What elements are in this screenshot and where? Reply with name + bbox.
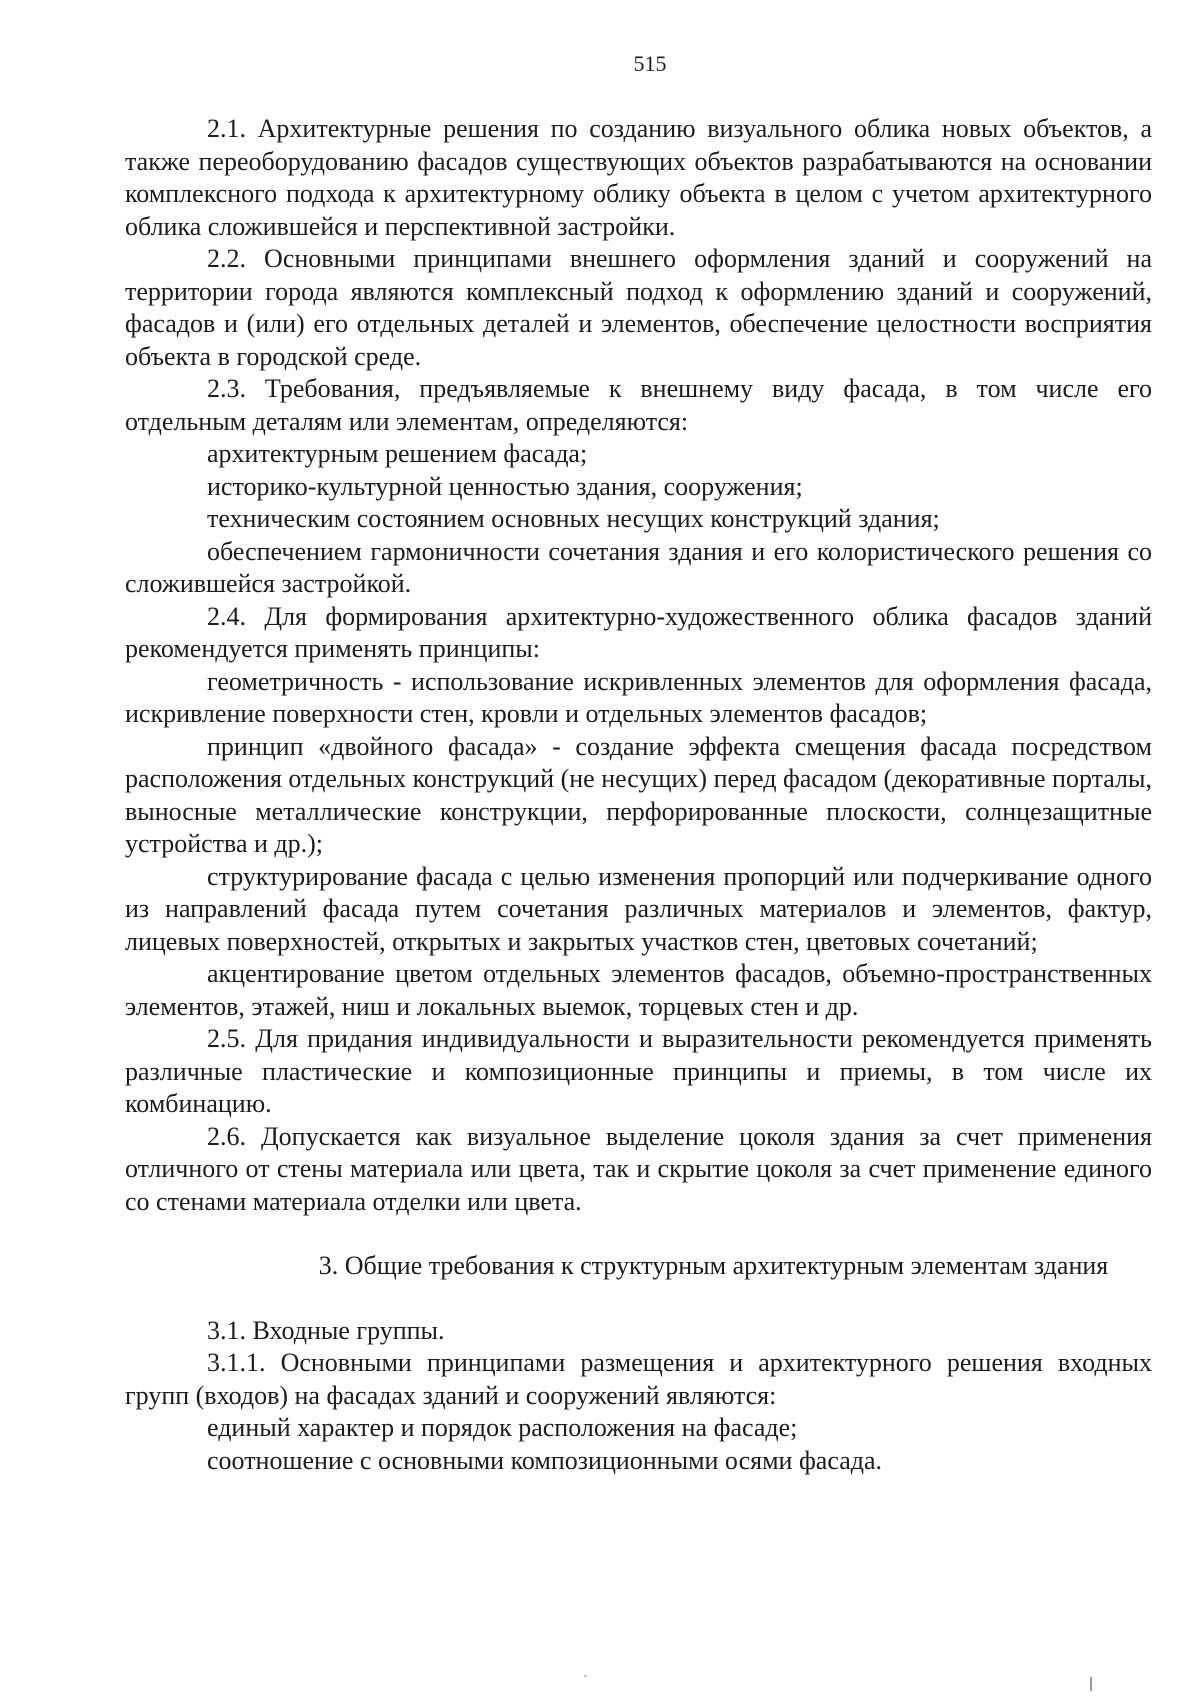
list-item: акцентирование цветом отдельных элементов фасадов, объемно-пространственных элементов, этажей, ниш и локальных выемок, торцевых стен и др.	[125, 959, 1152, 1021]
paragraph-2-5: 2.5. Для придания индивидуальности и выразительности рекомендуется применять различные пластические и композиционные принципы и приемы, в том числе их комбинацию.	[125, 1024, 1152, 1118]
scan-artifact	[1090, 1677, 1092, 1691]
paragraph-2-2: 2.2. Основными принципами внешнего оформления зданий и сооружений на территории города являются комплексный подход к оформлению зданий и сооружений, фасадов и (или) его отдельных деталей и элементов, обеспечение целостности восприятия объекта в городской среде.	[125, 244, 1152, 371]
paragraph-2-6: 2.6. Допускается как визуальное выделение цоколя здания за счет применения отличного от стены материала или цвета, так и скрытие цоколя за счет применение единого со стенами материала отделки или цвета.	[125, 1121, 1152, 1216]
paragraph-2-3: 2.3. Требования, предъявляемые к внешнему виду фасада, в том числе его отдельным деталям или элементам, определяются:	[125, 374, 1152, 436]
list-item: историко-культурной ценностью здания, сооружения;	[207, 471, 803, 501]
list-item: обеспечением гармоничности сочетания здания и его колористического решения со сложившейся застройкой.	[125, 536, 1152, 598]
paragraph-3-1-1: 3.1.1. Основными принципами размещения и архитектурного решения входных групп (входов) на фасадах зданий и сооружений являются:	[125, 1348, 1152, 1410]
paragraph-2-4: 2.4. Для формирования архитектурно-художественного облика фасадов зданий рекомендуется применять принципы:	[125, 601, 1152, 663]
page-number: 515	[633, 51, 667, 76]
list-item: техническим состоянием основных несущих конструкций здания;	[207, 504, 940, 533]
list-item: геометричность - использование искривленных элементов для оформления фасада, искривление поверхности стен, кровли и отдельных элементов фасадов;	[125, 666, 1152, 728]
list-item: архитектурным решением фасада;	[207, 439, 588, 468]
list-item: единый характер и порядок расположения на фасаде;	[207, 1413, 798, 1442]
list-item: структурирование фасада с целью изменения пропорций или подчеркивание одного из направлений фасада путем сочетания различных материалов и элементов, фактур, лицевых поверхностей, открытых и закрытых участков стен, цветовых сочетаний;	[125, 861, 1152, 956]
paragraph-3-1: 3.1. Входные группы.	[207, 1315, 445, 1345]
section-heading: 3. Общие требования к структурным архитектурным элементам здания	[318, 1251, 1109, 1280]
paragraph-2-1: 2.1. Архитектурные решения по созданию визуального облика новых объектов, а также переоборудованию фасадов существующих объектов разрабатываются на основании комплексного подхода к архитектурному облику объекта в целом с учетом архитектурного облика сложившейся и перспективной застройки.	[125, 114, 1152, 241]
scan-artifact	[584, 1675, 587, 1677]
document-body	[125, 113, 1152, 1477]
list-item: принцип «двойного фасада» - создание эффекта смещения фасада посредством расположения отдельных конструкций (не несущих) перед фасадом (декоративные порталы, выносные металлические конструкции, перфорированные плоскости, солнцезащитные устройства и др.);	[125, 731, 1152, 858]
list-item: соотношение с основными композиционными осями фасада.	[207, 1445, 882, 1475]
